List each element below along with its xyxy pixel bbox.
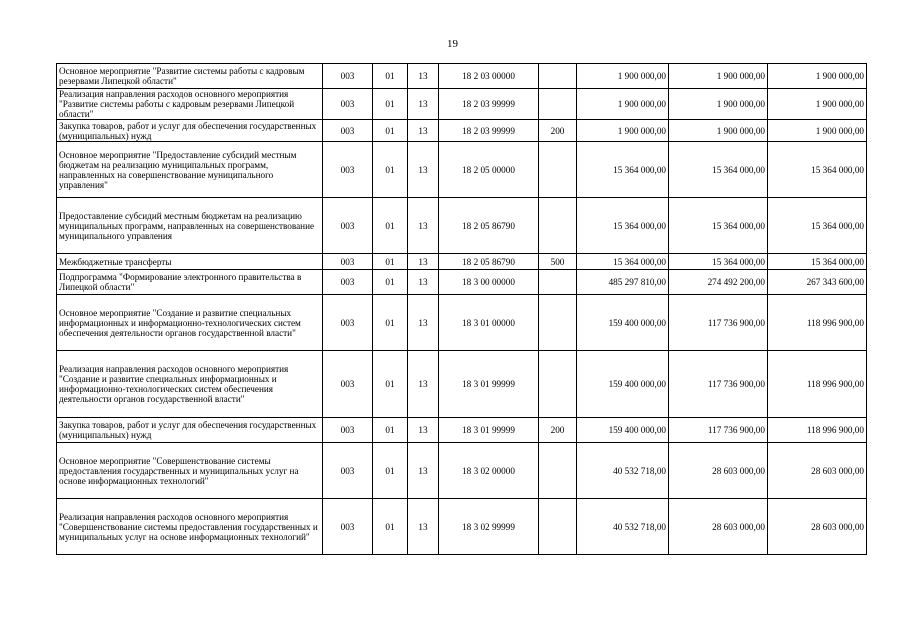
row-target-code: 18 2 05 86790 (439, 254, 539, 270)
row-amount-1: 1 900 000,00 (577, 64, 669, 89)
row-section-code: 01 (373, 499, 408, 555)
row-subsection-code: 13 (408, 270, 439, 295)
row-amount-1: 1 900 000,00 (577, 89, 669, 120)
row-amount-2: 15 364 000,00 (669, 142, 768, 198)
row-amount-2: 1 900 000,00 (669, 89, 768, 120)
row-name: Предоставление субсидий местным бюджетам на реализацию муниципальных программ, направленных на совершенствование муниципального управления (57, 198, 323, 254)
row-amount-1: 159 400 000,00 (577, 351, 669, 418)
row-section-code: 01 (373, 120, 408, 142)
table-row (57, 499, 867, 555)
row-name: Закупка товаров, работ и услуг для обеспечения государственных (муниципальных) нужд (57, 418, 323, 443)
row-ministry-code: 003 (323, 499, 373, 555)
table-row (57, 198, 867, 254)
row-subsection-code: 13 (408, 89, 439, 120)
row-target-code: 18 3 01 99999 (439, 418, 539, 443)
row-expense-type-code (539, 64, 577, 89)
row-target-code: 18 3 00 00000 (439, 270, 539, 295)
row-subsection-code: 13 (408, 198, 439, 254)
row-ministry-code: 003 (323, 198, 373, 254)
row-subsection-code: 13 (408, 120, 439, 142)
table-row (57, 64, 867, 89)
row-expense-type-code: 500 (539, 254, 577, 270)
row-amount-3: 1 900 000,00 (768, 89, 867, 120)
row-subsection-code: 13 (408, 64, 439, 89)
row-name: Основное мероприятие "Совершенствование системы предоставления государственных и муниципальных услуг на основе информационных технологий" (57, 443, 323, 499)
row-amount-3: 118 996 900,00 (768, 295, 867, 351)
row-section-code: 01 (373, 89, 408, 120)
table-row (57, 120, 867, 142)
row-expense-type-code (539, 295, 577, 351)
row-amount-2: 1 900 000,00 (669, 120, 768, 142)
row-ministry-code: 003 (323, 120, 373, 142)
table-row (57, 295, 867, 351)
row-ministry-code: 003 (323, 142, 373, 198)
row-section-code: 01 (373, 351, 408, 418)
budget-table-body (57, 64, 867, 555)
row-name: Межбюджетные трансферты (57, 254, 323, 270)
row-amount-3: 15 364 000,00 (768, 254, 867, 270)
row-expense-type-code (539, 443, 577, 499)
table-row (57, 443, 867, 499)
row-name: Подпрограмма "Формирование электронного правительства в Липецкой области" (57, 270, 323, 295)
row-section-code: 01 (373, 198, 408, 254)
row-name: Реализация направления расходов основного мероприятия "Создание и развитие специальных информационных и информационно-технологических систем обеспечения деятельности органов государственной власти" (57, 351, 323, 418)
row-subsection-code: 13 (408, 142, 439, 198)
table-row (57, 254, 867, 270)
row-amount-1: 40 532 718,00 (577, 499, 669, 555)
row-expense-type-code (539, 270, 577, 295)
row-ministry-code: 003 (323, 89, 373, 120)
row-section-code: 01 (373, 418, 408, 443)
row-amount-1: 15 364 000,00 (577, 142, 669, 198)
row-section-code: 01 (373, 295, 408, 351)
row-amount-1: 159 400 000,00 (577, 418, 669, 443)
row-expense-type-code (539, 142, 577, 198)
row-expense-type-code (539, 198, 577, 254)
row-target-code: 18 3 02 00000 (439, 443, 539, 499)
table-row (57, 351, 867, 418)
row-amount-3: 15 364 000,00 (768, 142, 867, 198)
row-ministry-code: 003 (323, 270, 373, 295)
row-ministry-code: 003 (323, 295, 373, 351)
row-amount-2: 28 603 000,00 (669, 443, 768, 499)
row-amount-3: 1 900 000,00 (768, 64, 867, 89)
row-expense-type-code (539, 499, 577, 555)
row-target-code: 18 2 03 99999 (439, 89, 539, 120)
row-amount-3: 28 603 000,00 (768, 499, 867, 555)
row-expense-type-code (539, 89, 577, 120)
row-section-code: 01 (373, 270, 408, 295)
row-ministry-code: 003 (323, 254, 373, 270)
row-amount-2: 117 736 900,00 (669, 351, 768, 418)
row-amount-2: 274 492 200,00 (669, 270, 768, 295)
row-ministry-code: 003 (323, 351, 373, 418)
row-target-code: 18 3 01 00000 (439, 295, 539, 351)
row-section-code: 01 (373, 443, 408, 499)
row-target-code: 18 3 02 99999 (439, 499, 539, 555)
row-target-code: 18 3 01 99999 (439, 351, 539, 418)
row-amount-2: 15 364 000,00 (669, 198, 768, 254)
row-amount-1: 15 364 000,00 (577, 198, 669, 254)
row-expense-type-code: 200 (539, 120, 577, 142)
row-amount-2: 117 736 900,00 (669, 418, 768, 443)
row-amount-3: 118 996 900,00 (768, 351, 867, 418)
table-row (57, 418, 867, 443)
row-amount-1: 485 297 810,00 (577, 270, 669, 295)
row-name: Реализация направления расходов основного мероприятия "Совершенствование системы предоставления государственных и муниципальных услуг на основе информационных технологий" (57, 499, 323, 555)
row-amount-2: 117 736 900,00 (669, 295, 768, 351)
row-section-code: 01 (373, 254, 408, 270)
row-name: Основное мероприятие "Создание и развитие специальных информационных и информационно-технологических систем обеспечения деятельности органов государственной власти" (57, 295, 323, 351)
row-subsection-code: 13 (408, 295, 439, 351)
row-section-code: 01 (373, 142, 408, 198)
row-amount-3: 267 343 600,00 (768, 270, 867, 295)
row-amount-3: 1 900 000,00 (768, 120, 867, 142)
row-amount-2: 1 900 000,00 (669, 64, 768, 89)
row-section-code: 01 (373, 64, 408, 89)
row-subsection-code: 13 (408, 443, 439, 499)
row-target-code: 18 2 03 99999 (439, 120, 539, 142)
row-ministry-code: 003 (323, 443, 373, 499)
page-number: 19 (447, 38, 458, 50)
row-expense-type-code (539, 351, 577, 418)
row-subsection-code: 13 (408, 254, 439, 270)
row-name: Закупка товаров, работ и услуг для обеспечения государственных (муниципальных) нужд (57, 120, 323, 142)
row-name: Реализация направления расходов основного мероприятия "Развитие системы работы с кадровым резервами Липецкой области" (57, 89, 323, 120)
row-ministry-code: 003 (323, 64, 373, 89)
table-row (57, 270, 867, 295)
table-row (57, 89, 867, 120)
row-amount-1: 15 364 000,00 (577, 254, 669, 270)
row-amount-1: 159 400 000,00 (577, 295, 669, 351)
row-amount-3: 28 603 000,00 (768, 443, 867, 499)
row-target-code: 18 2 03 00000 (439, 64, 539, 89)
row-amount-2: 15 364 000,00 (669, 254, 768, 270)
row-ministry-code: 003 (323, 418, 373, 443)
row-subsection-code: 13 (408, 418, 439, 443)
row-subsection-code: 13 (408, 499, 439, 555)
row-amount-1: 40 532 718,00 (577, 443, 669, 499)
row-name: Основное мероприятие "Предоставление субсидий местным бюджетам на реализацию муниципальных программ, направленных на совершенствование муниципального управления" (57, 142, 323, 198)
row-amount-2: 28 603 000,00 (669, 499, 768, 555)
row-subsection-code: 13 (408, 351, 439, 418)
row-amount-3: 15 364 000,00 (768, 198, 867, 254)
row-name: Основное мероприятие "Развитие системы работы с кадровым резервами Липецкой области" (57, 64, 323, 89)
row-amount-1: 1 900 000,00 (577, 120, 669, 142)
row-expense-type-code: 200 (539, 418, 577, 443)
row-target-code: 18 2 05 86790 (439, 198, 539, 254)
row-target-code: 18 2 05 00000 (439, 142, 539, 198)
row-amount-3: 118 996 900,00 (768, 418, 867, 443)
table-row (57, 142, 867, 198)
budget-table (56, 63, 867, 555)
